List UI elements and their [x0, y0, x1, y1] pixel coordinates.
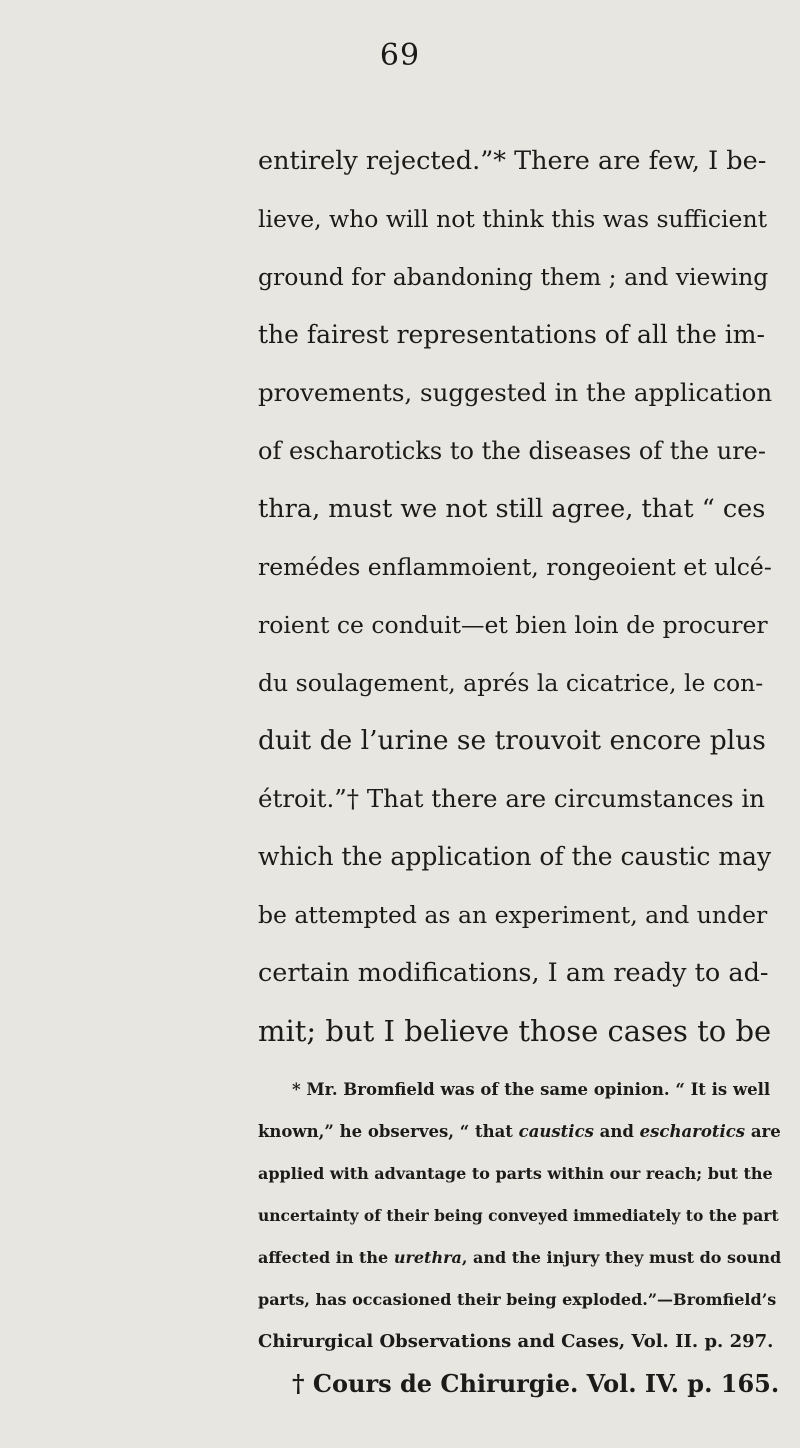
text-line: du soulagement, aprés la cicatrice, le con- [258, 669, 764, 697]
text-line: ground for abandoning them ; and viewing [258, 263, 769, 291]
text-line: thra, must we not still agree, that “ ces [258, 494, 766, 524]
text-line: remédes enflammoient, rongeoient et ulcé- [258, 553, 772, 581]
footnote-italic: escharotics [639, 1122, 746, 1141]
footnote-line [258, 1240, 781, 1276]
text-line: étroit.”† That there are circumstances in [258, 784, 765, 813]
footnote-text: affected in the [258, 1248, 394, 1267]
text-line: provements, suggested in the application [258, 378, 773, 407]
text-line: of escharoticks to the diseases of the ure- [258, 437, 766, 465]
footnote-line: parts, has occasioned their being exploded.”—Bromfield’s [258, 1290, 777, 1309]
page-number: 69 [379, 38, 421, 73]
footnote-text: , and the injury they must do sound [461, 1248, 782, 1267]
footnote-text: are [745, 1122, 781, 1141]
text-line: the fairest representations of all the im- [258, 320, 765, 349]
text-line: which the application of the caustic may [258, 842, 772, 871]
text-line: certain modifications, I am ready to ad- [258, 958, 769, 988]
text-line: be attempted as an experiment, and under [258, 901, 768, 929]
text-line: mit; but I believe those cases to be [258, 1014, 772, 1048]
text-line: entirely rejected.”* There are few, I be- [258, 146, 767, 176]
footnote-text: known,” he observes, “ that [258, 1122, 519, 1141]
footnote-italic: urethra [393, 1248, 462, 1267]
text-line: lieve, who will not think this was sufficient [258, 205, 768, 233]
footnote-line: * Mr. Bromfield was of the same opinion. “ It is well [292, 1080, 771, 1099]
footnote-text: and [593, 1122, 640, 1141]
text-line: roient ce conduit—et bien loin de procurer [258, 611, 768, 639]
footnote-line [258, 1114, 781, 1150]
footnote-line: applied with advantage to parts within our reach; but the [258, 1164, 773, 1183]
footnote-line: † Cours de Chirurgie. Vol. IV. p. 165. [292, 1369, 780, 1398]
footnote-line: Chirurgical Observations and Cases, Vol. II. p. 297. [258, 1331, 774, 1352]
footnote-italic: caustics [518, 1122, 594, 1141]
footnote-line: uncertainty of their being conveyed immediately to the part [258, 1206, 779, 1225]
text-line: duit de l’urine se trouvoit encore plus [258, 725, 766, 756]
